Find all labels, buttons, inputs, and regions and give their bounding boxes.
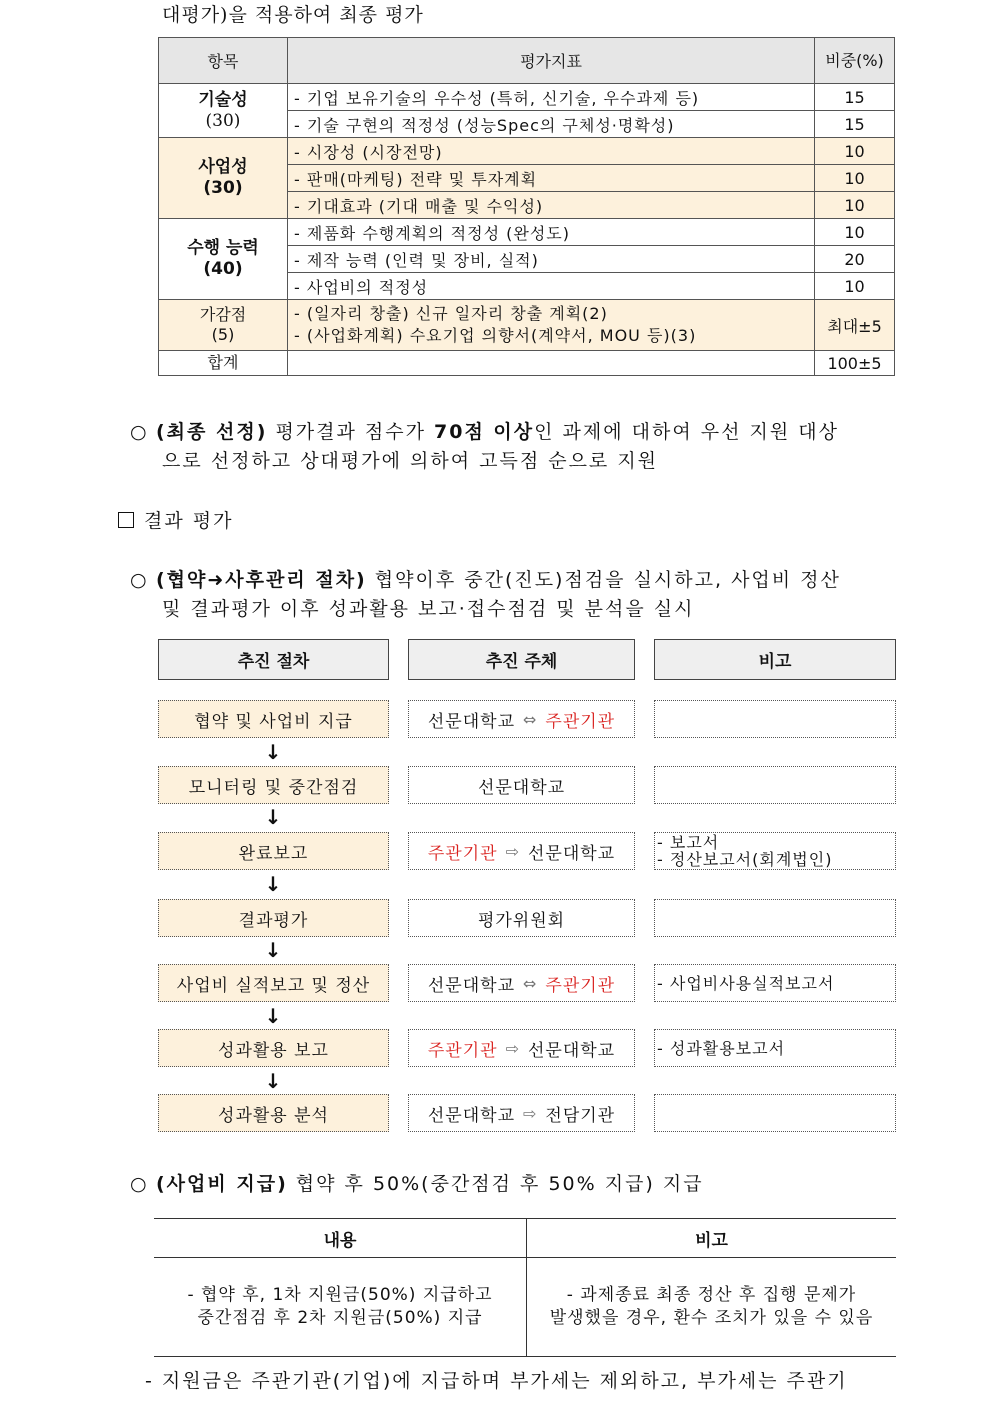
flow-note-box bbox=[654, 964, 896, 1002]
flow-note-box bbox=[654, 832, 896, 870]
actor-b: 선문대학교 bbox=[527, 843, 616, 864]
final-selection-threshold: 70점 이상 bbox=[434, 421, 535, 443]
flow-header-note: 비고 bbox=[654, 639, 896, 680]
total-empty-cell bbox=[288, 351, 815, 376]
flow-header-step: 추진 절차 bbox=[158, 639, 389, 680]
flow-header-actor: 추진 주체 bbox=[408, 639, 635, 680]
flow-step-box: 결과평가 bbox=[158, 899, 389, 937]
category-name: 가감점 bbox=[199, 305, 247, 324]
flow-actor-box bbox=[408, 832, 635, 870]
circle-bullet-icon: ○ bbox=[130, 569, 149, 591]
right-arrow-icon: ⇨ bbox=[523, 1103, 538, 1123]
down-arrow-icon: ↓ bbox=[264, 740, 282, 764]
actor-a: 선문대학교 bbox=[477, 777, 566, 798]
section-heading bbox=[118, 506, 233, 533]
flow-note-box bbox=[654, 700, 896, 738]
flow-actor-box bbox=[408, 1029, 635, 1067]
actor-a: 선문대학교 bbox=[427, 711, 515, 732]
flow-step-box: 협약 및 사업비 지급 bbox=[158, 700, 389, 738]
total-weight: 100±5 bbox=[815, 351, 895, 376]
payment-content-cell bbox=[154, 1258, 527, 1357]
indicator-cell: - 판매(마케팅) 전략 및 투자계획 bbox=[288, 165, 815, 192]
payment-note-cell bbox=[527, 1258, 897, 1357]
payment-text: 협약 후 50%(중간점검 후 50% 지급) 지급 bbox=[287, 1173, 704, 1195]
final-selection-text-pre: 평가결과 점수가 bbox=[267, 421, 435, 443]
total-row bbox=[159, 351, 895, 376]
weight-cell: 20 bbox=[815, 246, 895, 273]
down-arrow-icon: ↓ bbox=[264, 872, 282, 896]
right-arrow-icon: ⇨ bbox=[505, 1038, 520, 1058]
flow-note-box bbox=[654, 1094, 896, 1132]
category-points: (40) bbox=[203, 259, 243, 279]
indicator-cell: - 시장성 (시장전망) bbox=[288, 138, 815, 165]
actor-a: 평가위원회 bbox=[477, 910, 566, 931]
circle-bullet-icon: ○ bbox=[130, 1173, 149, 1195]
total-label: 합계 bbox=[159, 351, 288, 376]
flow-note-box bbox=[654, 766, 896, 804]
weight-cell: 10 bbox=[815, 192, 895, 219]
weight-cell: 최대±5 bbox=[815, 300, 895, 351]
header-category: 항목 bbox=[159, 38, 288, 84]
category-cell bbox=[159, 219, 288, 300]
procedure-title: (협약➜사후관리 절차) bbox=[156, 569, 367, 591]
square-bullet-icon bbox=[118, 512, 134, 528]
double-arrow-icon: ⇔ bbox=[523, 709, 538, 729]
eval-header-row bbox=[159, 38, 895, 84]
actor-a: 주관기관 bbox=[427, 843, 498, 864]
bonus-row bbox=[159, 300, 895, 351]
category-points: (5) bbox=[211, 325, 235, 344]
flow-note-line: - 보고서 bbox=[657, 833, 720, 852]
header-weight: 비중(%) bbox=[815, 38, 895, 84]
flow-actor-box bbox=[408, 964, 635, 1002]
flow-note-box bbox=[654, 1029, 896, 1067]
flow-step-box: 모니터링 및 중간점검 bbox=[158, 766, 389, 804]
footer-line: - 지원금은 주관기관(기업)에 지급하며 부가세는 제외하고, 부가세는 주관기 bbox=[145, 1370, 848, 1392]
actor-a: 선문대학교 bbox=[427, 1105, 515, 1126]
flow-note-box bbox=[654, 899, 896, 937]
evaluation-table bbox=[158, 37, 895, 376]
flow-note-line: - 정산보고서(회계법인) bbox=[657, 850, 833, 869]
payment-header-content: 내용 bbox=[154, 1219, 527, 1258]
flow-note-line: - 성과활용보고서 bbox=[657, 1038, 786, 1058]
category-cell bbox=[159, 300, 288, 351]
flow-note-line: - 사업비사용실적보고서 bbox=[657, 973, 835, 993]
double-arrow-icon: ⇔ bbox=[523, 973, 538, 993]
category-points: (30) bbox=[203, 178, 243, 198]
category-name: 기술성 bbox=[198, 89, 248, 110]
circle-bullet-icon: ○ bbox=[130, 421, 149, 443]
flow-step-box: 성과활용 분석 bbox=[158, 1094, 389, 1132]
down-arrow-icon: ↓ bbox=[264, 1004, 282, 1028]
payment-header-note: 비고 bbox=[527, 1219, 897, 1258]
actor-b: 주관기관 bbox=[545, 711, 616, 732]
indicator-cell: - 기술 구현의 적정성 (성능Spec의 구체성·명확성) bbox=[288, 111, 815, 138]
weight-cell: 15 bbox=[815, 111, 895, 138]
weight-cell: 10 bbox=[815, 219, 895, 246]
category-cell bbox=[159, 84, 288, 138]
actor-a: 선문대학교 bbox=[427, 975, 515, 996]
actor-b: 전담기관 bbox=[545, 1105, 616, 1126]
down-arrow-icon: ↓ bbox=[264, 805, 282, 829]
payment-paragraph bbox=[130, 1170, 900, 1199]
final-selection-title: (최종 선정) bbox=[156, 421, 268, 443]
actor-b: 주관기관 bbox=[545, 975, 616, 996]
flow-step-box: 완료보고 bbox=[158, 832, 389, 870]
down-arrow-icon: ↓ bbox=[264, 938, 282, 962]
right-arrow-icon: ⇨ bbox=[505, 841, 520, 861]
bonus-line-2: - (사업화계획) 수요기업 의향서(계약서, MOU 등)(3) bbox=[294, 326, 697, 345]
category-cell bbox=[159, 138, 288, 219]
payment-header-row bbox=[154, 1219, 896, 1258]
bonus-line-1: - (일자리 창출) 신규 일자리 창출 계획(2) bbox=[294, 304, 608, 323]
weight-cell: 10 bbox=[815, 273, 895, 300]
table-row bbox=[159, 138, 895, 165]
header-indicator: 평가지표 bbox=[288, 38, 815, 84]
indicator-cell: - 사업비의 적정성 bbox=[288, 273, 815, 300]
payment-title: (사업비 지급) bbox=[156, 1173, 288, 1195]
payment-content-line-2: 중간점검 후 2차 지원금(50%) 지급 bbox=[197, 1308, 483, 1328]
final-selection-text-post: 인 과제에 대하여 우선 지원 대상 bbox=[534, 421, 839, 443]
flow-actor-box bbox=[408, 766, 635, 804]
final-selection-line-2: 으로 선정하고 상대평가에 의하여 고득점 순으로 지원 bbox=[162, 450, 659, 472]
payment-table bbox=[154, 1218, 896, 1357]
table-row bbox=[159, 84, 895, 111]
weight-cell: 10 bbox=[815, 138, 895, 165]
payment-note-line-1: - 과제종료 최종 정산 후 집행 문제가 bbox=[566, 1285, 857, 1305]
weight-cell: 15 bbox=[815, 84, 895, 111]
payment-row bbox=[154, 1258, 896, 1357]
flow-actor-box bbox=[408, 700, 635, 738]
category-name: 수행 능력 bbox=[187, 238, 259, 258]
procedure-text: 협약이후 중간(진도)점검을 실시하고, 사업비 정산 bbox=[366, 569, 841, 591]
actor-a: 주관기관 bbox=[427, 1040, 498, 1061]
intro-line: 대평가)을 적용하여 최종 평가 bbox=[162, 4, 424, 26]
payment-note-line-2: 발생했을 경우, 환수 조치가 있을 수 있음 bbox=[549, 1308, 874, 1328]
category-points: (30) bbox=[205, 110, 241, 131]
procedure-paragraph bbox=[130, 566, 900, 624]
table-row bbox=[159, 219, 895, 246]
final-selection-paragraph bbox=[130, 418, 900, 476]
section-title: 결과 평가 bbox=[144, 510, 234, 532]
payment-content-line-1: - 협약 후, 1차 지원금(50%) 지급하고 bbox=[187, 1285, 493, 1305]
weight-cell: 10 bbox=[815, 165, 895, 192]
flow-step-box: 성과활용 보고 bbox=[158, 1029, 389, 1067]
actor-b: 선문대학교 bbox=[527, 1040, 616, 1061]
indicator-cell bbox=[288, 300, 815, 351]
indicator-cell: - 제품화 수행계획의 적정성 (완성도) bbox=[288, 219, 815, 246]
indicator-cell: - 기대효과 (기대 매출 및 수익성) bbox=[288, 192, 815, 219]
indicator-cell: - 제작 능력 (인력 및 장비, 실적) bbox=[288, 246, 815, 273]
flow-actor-box bbox=[408, 1094, 635, 1132]
flow-step-box: 사업비 실적보고 및 정산 bbox=[158, 964, 389, 1002]
flow-actor-box bbox=[408, 899, 635, 937]
indicator-cell: - 기업 보유기술의 우수성 (특허, 신기술, 우수과제 등) bbox=[288, 84, 815, 111]
down-arrow-icon: ↓ bbox=[264, 1069, 282, 1093]
category-name: 사업성 bbox=[198, 157, 248, 177]
procedure-line-2: 및 결과평가 이후 성과활용 보고·접수점검 및 분석을 실시 bbox=[162, 598, 695, 620]
